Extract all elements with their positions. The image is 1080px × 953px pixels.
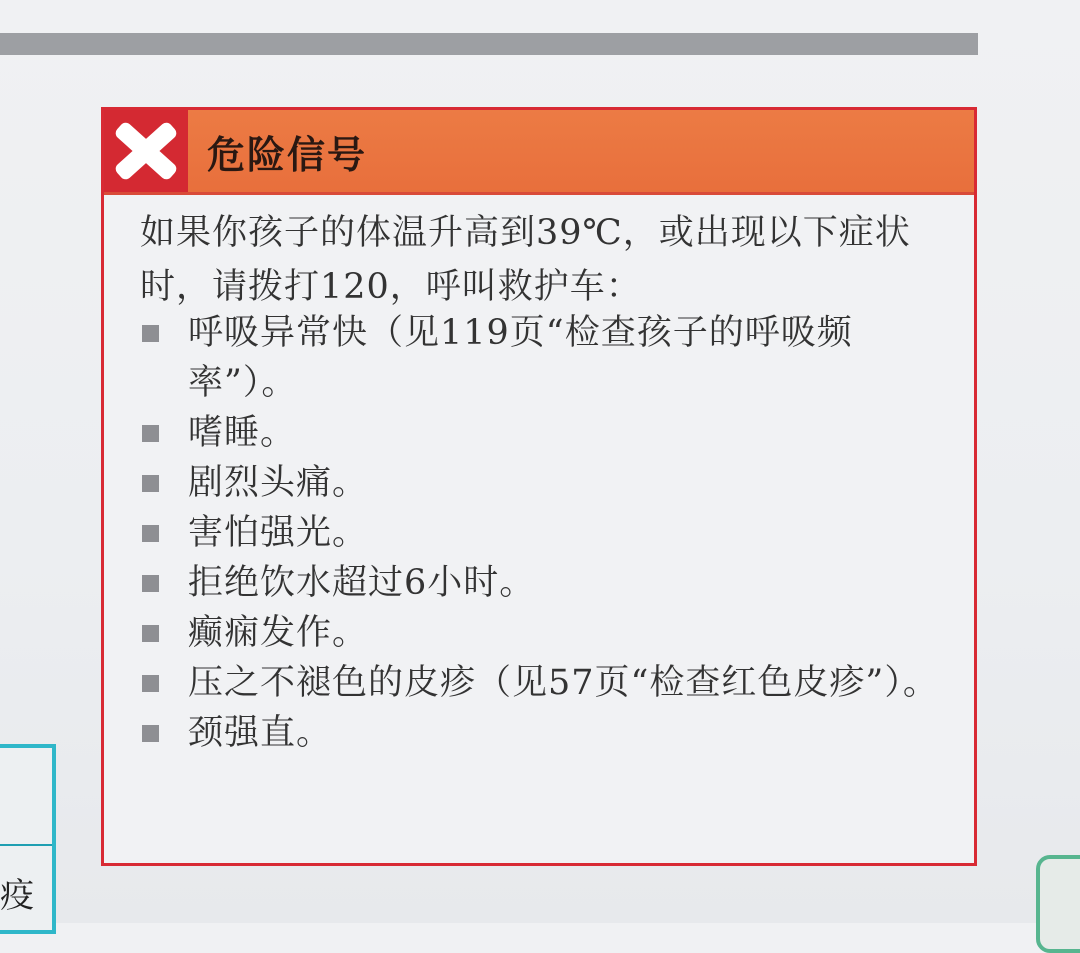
left-table-fragment [0,744,56,934]
symptom-text: 颈强直。 [188,713,333,753]
symptom-text: 嗜睡。 [188,413,297,453]
close-x-icon [104,110,188,192]
square-bullet-icon [142,525,159,542]
symptom-item [140,458,960,508]
symptom-list [140,308,960,758]
square-bullet-icon [142,625,159,642]
warning-intro: 如果你孩子的体温升高到39℃，或出现以下症状时，请拨打120，呼叫救护车： [140,213,911,307]
square-bullet-icon [142,675,159,692]
warning-box [101,107,977,866]
square-bullet-icon [142,425,159,442]
symptom-text: 害怕强光。 [188,513,369,553]
right-tab-fragment [1036,855,1080,953]
symptom-item [140,608,960,658]
top-rule [0,33,978,55]
left-table-glyph: 疫 [0,876,34,916]
square-bullet-icon [142,575,159,592]
warning-header [104,110,974,195]
symptom-item [140,508,960,558]
symptom-item [140,708,960,758]
square-bullet-icon [142,725,159,742]
symptom-item [140,658,960,708]
warning-title: 危险信号 [207,133,368,177]
symptom-item [140,558,960,608]
symptom-text: 拒绝饮水超过6小时。 [188,563,536,603]
symptom-text: 癫痫发作。 [188,613,369,653]
symptom-item [140,408,960,458]
symptom-text: 剧烈头痛。 [188,463,369,503]
symptom-text: 呼吸异常快（见119页“检查孩子的呼吸频率”）。 [188,313,853,403]
square-bullet-icon [142,325,159,342]
symptom-text: 压之不褪色的皮疹（见57页“检查红色皮疹”）。 [188,663,939,703]
square-bullet-icon [142,475,159,492]
symptom-item [140,308,960,408]
x-mark-svg [114,122,178,180]
left-table-divider [0,844,52,846]
